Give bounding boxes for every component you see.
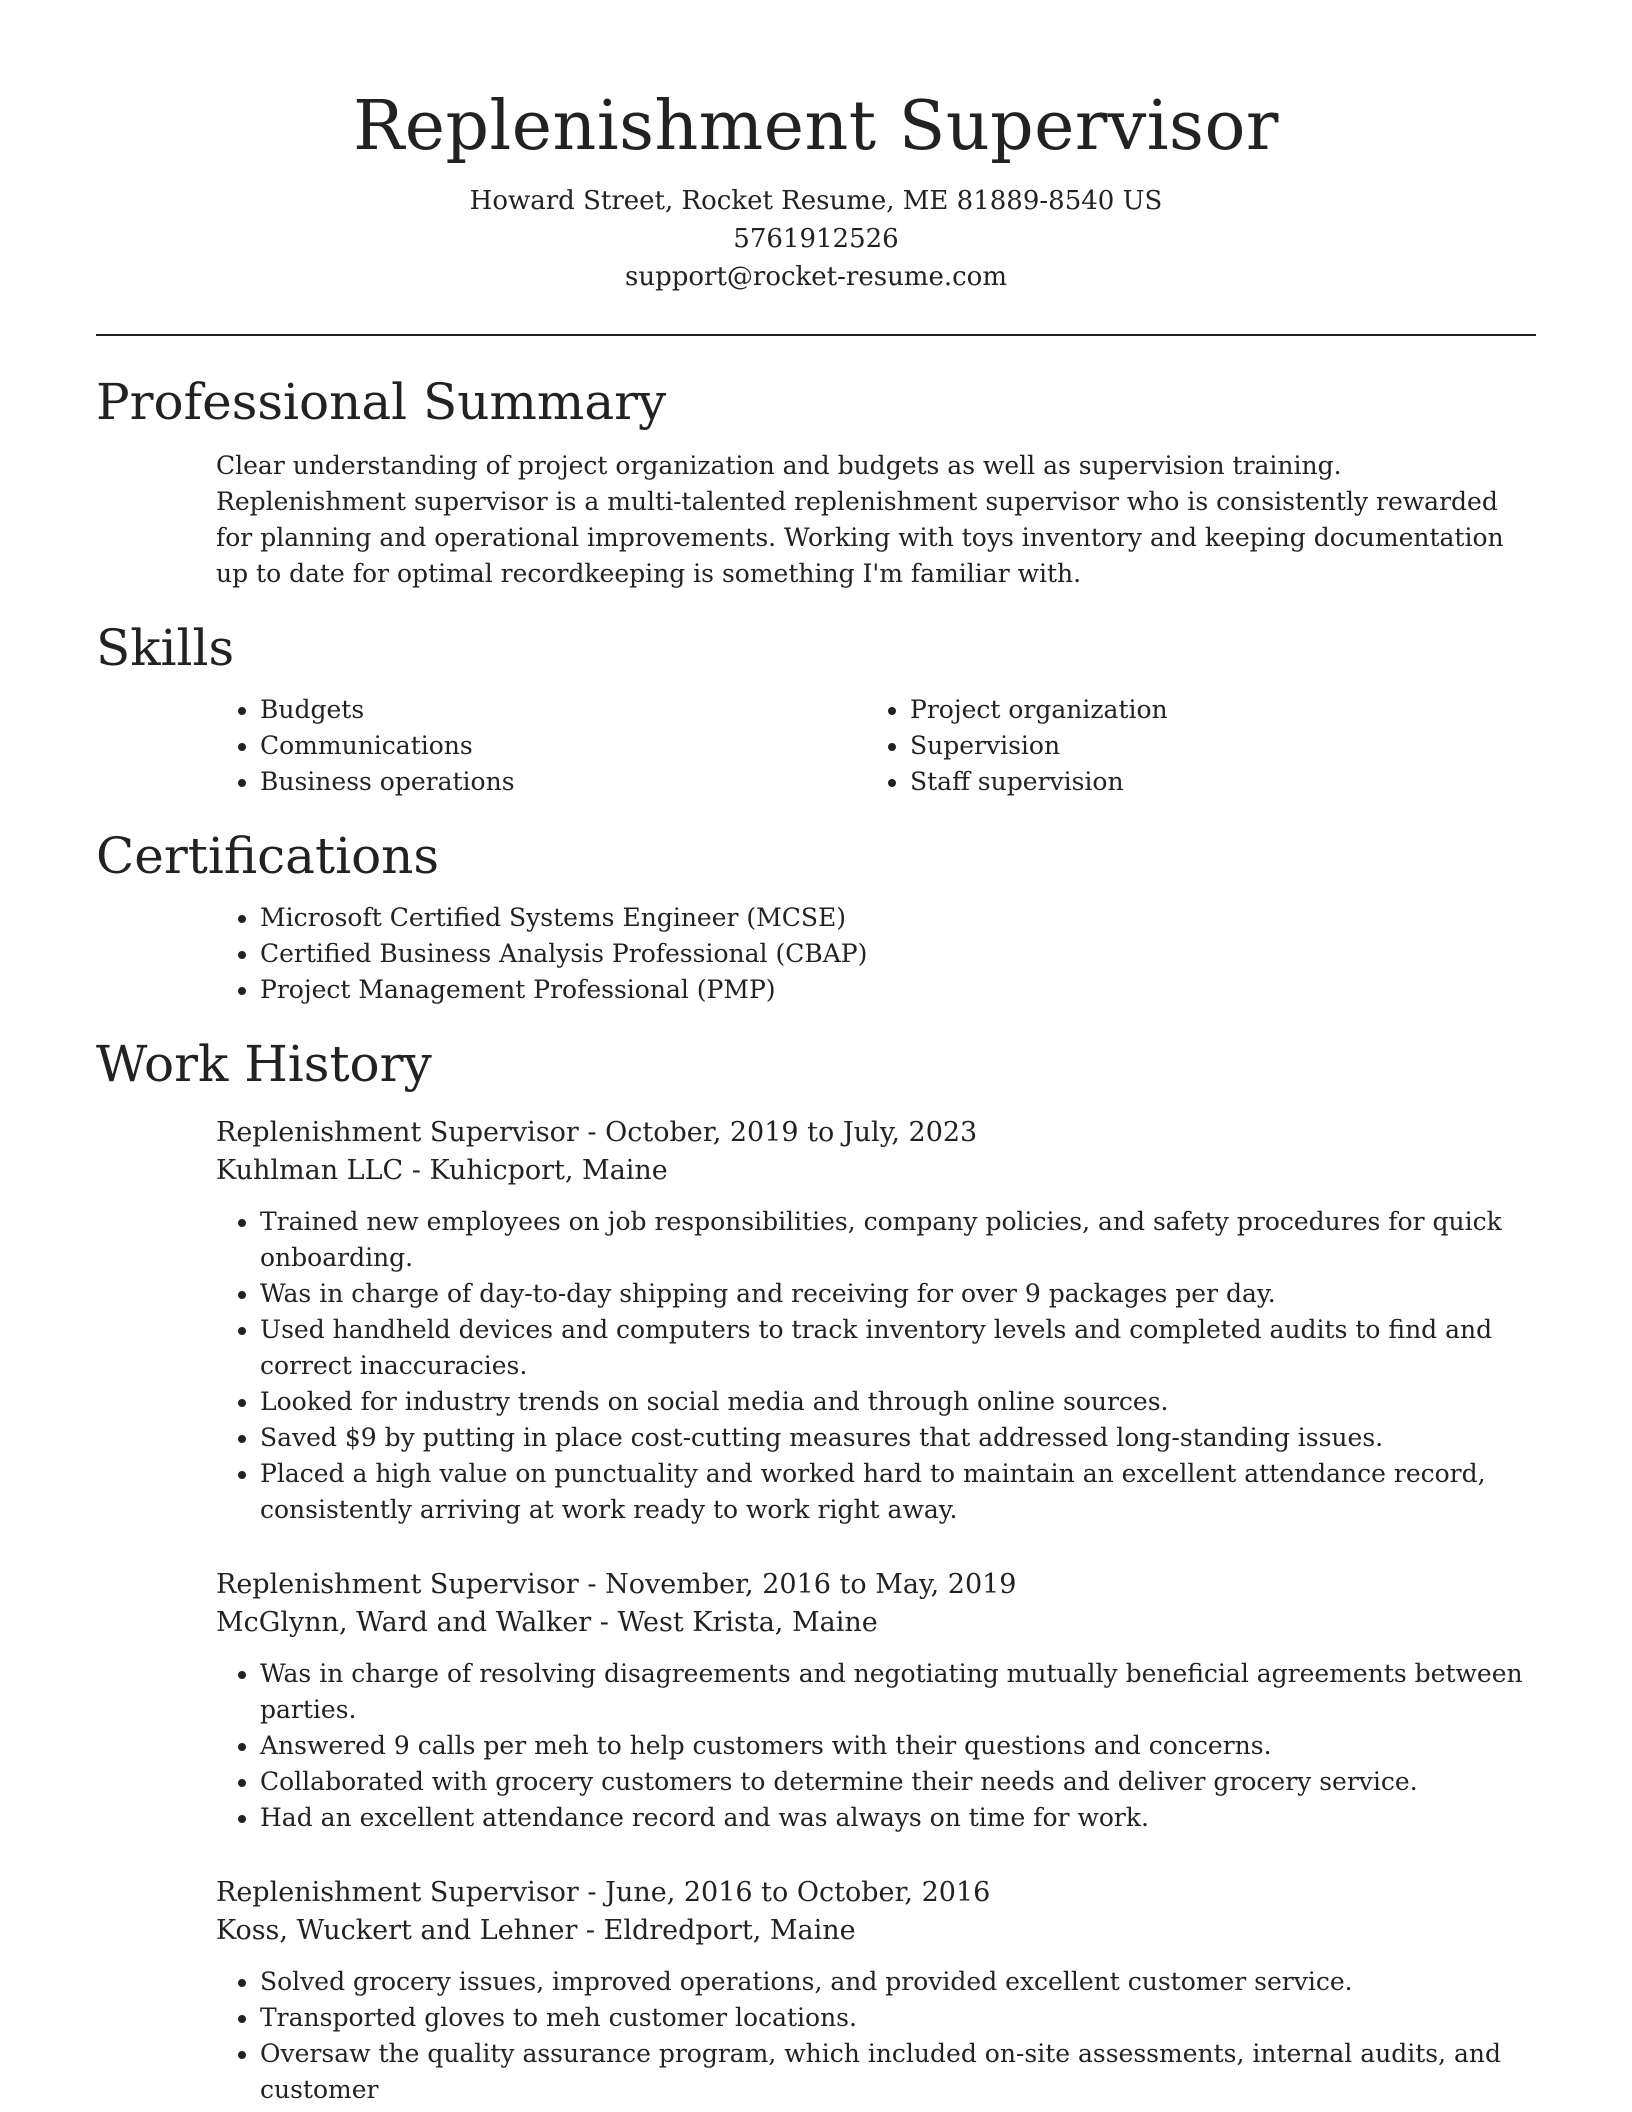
job-bullets bbox=[216, 1964, 1536, 2108]
job-bullet: • Had an excellent attendance record and was always on time for work. bbox=[260, 1800, 1536, 1836]
resume-header bbox=[96, 0, 1536, 296]
certifications-title: Certifications bbox=[96, 827, 440, 885]
job-bullet: • Answered 9 calls per meh to help customers with their questions and concerns. bbox=[260, 1728, 1536, 1764]
job-bullet: • Transported gloves to meh customer locations. bbox=[260, 2000, 1536, 2036]
skill-item: • Supervision bbox=[910, 728, 1516, 764]
certifications-list bbox=[216, 900, 1536, 1008]
work-history-section bbox=[96, 1032, 1536, 2108]
certifications-body bbox=[216, 900, 1536, 1008]
certification-item: • Certified Business Analysis Professional (CBAP) bbox=[260, 936, 1536, 972]
certifications-section bbox=[96, 824, 1536, 1008]
skill-item: • Project organization bbox=[910, 692, 1516, 728]
summary-body bbox=[216, 448, 1536, 592]
job-bullet: • Was in charge of resolving disagreements and negotiating mutually beneficial agreements between parties. bbox=[260, 1656, 1536, 1728]
header-divider bbox=[96, 334, 1536, 336]
job-entry bbox=[216, 1566, 1536, 1836]
job-bullet: • Trained new employees on job responsibilities, company policies, and safety procedures for quick onboarding. bbox=[260, 1204, 1536, 1276]
skills-left-list bbox=[216, 692, 866, 800]
job-entry bbox=[216, 1874, 1536, 2108]
job-bullets bbox=[216, 1656, 1536, 1836]
skills-column-right bbox=[866, 680, 1516, 800]
skills-right-list bbox=[866, 692, 1516, 800]
certification-item: • Project Management Professional (PMP) bbox=[260, 972, 1536, 1008]
certification-item: • Microsoft Certified Systems Engineer (MCSE) bbox=[260, 900, 1536, 936]
job-bullets bbox=[216, 1204, 1536, 1528]
job-entry bbox=[216, 1114, 1536, 1528]
skills-title: Skills bbox=[96, 619, 235, 677]
job-bullet: • Used handheld devices and computers to track inventory levels and completed audits to find and correct inaccuracies. bbox=[260, 1312, 1536, 1384]
job-bullet: • Solved grocery issues, improved operations, and provided excellent customer service. bbox=[260, 1964, 1536, 2000]
job-bullet: • Collaborated with grocery customers to determine their needs and deliver grocery service. bbox=[260, 1764, 1536, 1800]
skill-item: • Communications bbox=[260, 728, 866, 764]
contact-phone: 5761912526 bbox=[733, 224, 899, 254]
summary-title: Professional Summary bbox=[96, 373, 667, 431]
job-company-line: Kuhlman LLC - Kuhicport, Maine bbox=[216, 1155, 668, 1186]
job-bullet: • Looked for industry trends on social media and through online sources. bbox=[260, 1384, 1536, 1420]
contact-email: support@rocket-resume.com bbox=[624, 262, 1007, 292]
resume-page bbox=[96, 0, 1536, 2108]
work-history-body bbox=[216, 1114, 1536, 2108]
job-bullet: • Was in charge of day-to-day shipping and receiving for over 9 packages per day. bbox=[260, 1276, 1536, 1312]
job-bullet: • Placed a high value on punctuality and worked hard to maintain an excellent attendance record, consistently arriving at work ready to work right away. bbox=[260, 1456, 1536, 1528]
job-bullet: • Saved $9 by putting in place cost-cutting measures that addressed long-standing issues. bbox=[260, 1420, 1536, 1456]
skills-section bbox=[96, 616, 1536, 800]
summary-text: Clear understanding of project organization and budgets as well as supervision training. Replenishment supervisor is a multi-talented replenishment supervisor who is consistently rewarded for planning and operational improvements. Working with toys inventory and keeping documentation up to date for optimal recordkeeping is something I'm familiar with. bbox=[216, 451, 1504, 588]
work-history-title: Work History bbox=[96, 1035, 432, 1093]
candidate-name: Replenishment Supervisor bbox=[353, 87, 1279, 166]
skill-item: • Business operations bbox=[260, 764, 866, 800]
job-title-line: Replenishment Supervisor - October, 2019 to July, 2023 bbox=[216, 1117, 978, 1148]
job-title-line: Replenishment Supervisor - June, 2016 to October, 2016 bbox=[216, 1877, 991, 1908]
job-company-line: Koss, Wuckert and Lehner - Eldredport, Maine bbox=[216, 1915, 856, 1946]
job-company-line: McGlynn, Ward and Walker - West Krista, Maine bbox=[216, 1607, 878, 1638]
job-title-line: Replenishment Supervisor - November, 2016 to May, 2019 bbox=[216, 1569, 1017, 1600]
summary-section bbox=[96, 370, 1536, 592]
contact-address: Howard Street, Rocket Resume, ME 81889-8540 US bbox=[469, 186, 1163, 216]
skills-column-left bbox=[216, 680, 866, 800]
skill-item: • Staff supervision bbox=[910, 764, 1516, 800]
contact-info bbox=[96, 182, 1536, 296]
skills-list bbox=[216, 680, 1536, 800]
job-bullet: • Oversaw the quality assurance program, which included on-site assessments, internal audits, and customer bbox=[260, 2036, 1536, 2108]
skill-item: • Budgets bbox=[260, 692, 866, 728]
